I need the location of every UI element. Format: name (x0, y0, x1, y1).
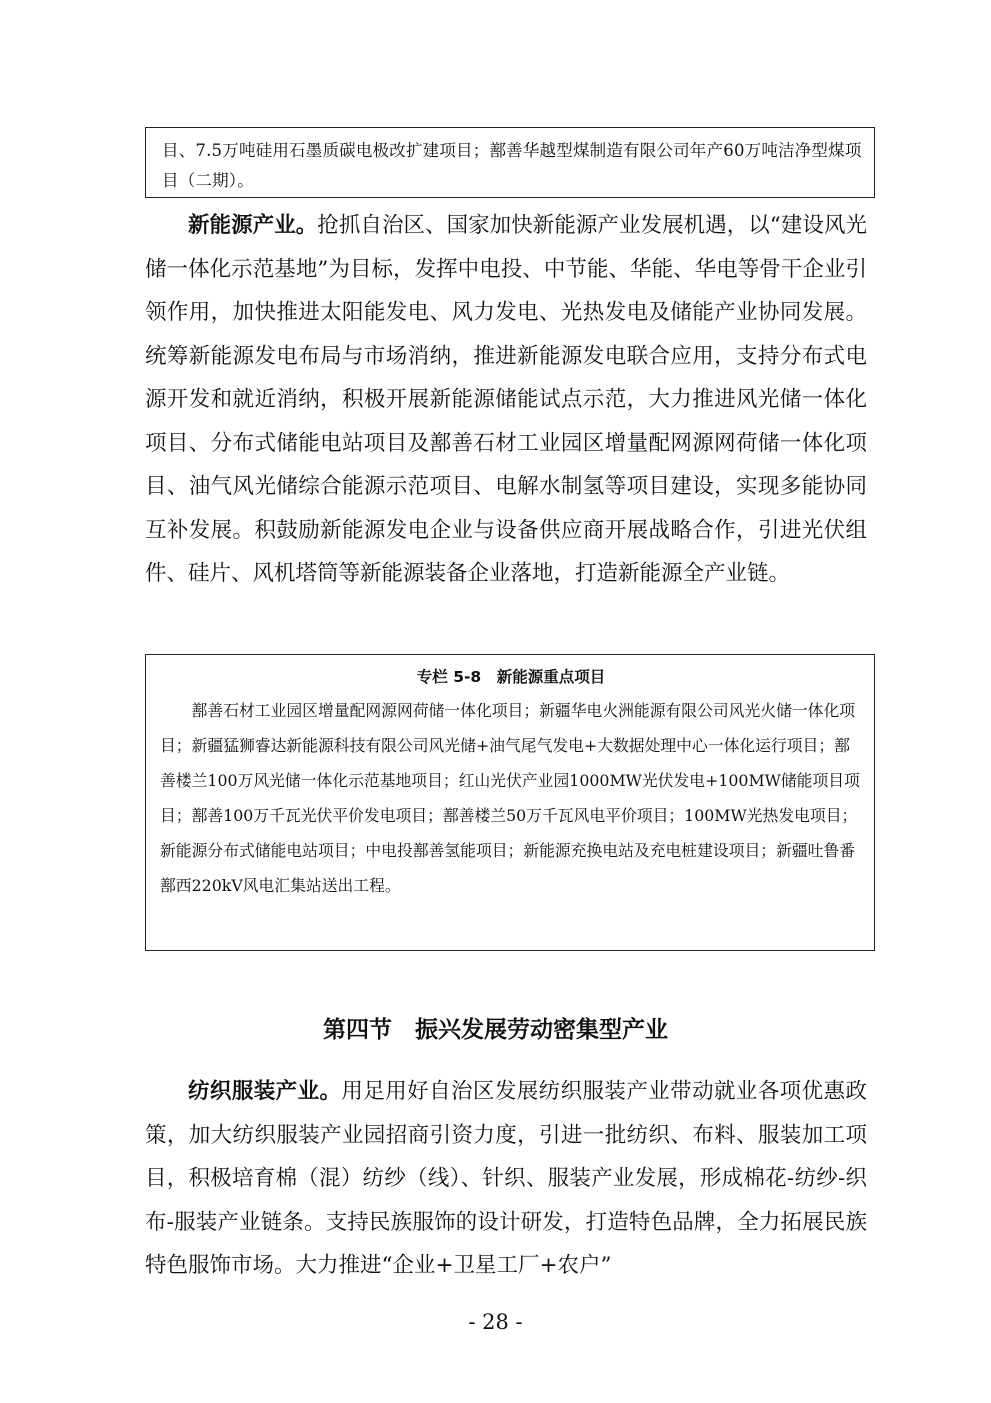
column-box-title: 专栏 5-8 新能源重点项目 (416, 668, 606, 686)
textile-lead: 纺织服装产业。 (188, 1079, 342, 1104)
column-box-body: 鄯善石材工业园区增量配网源网荷储一体化项目；新疆华电火洲能源有限公司风光火储一体化项目；新疆猛狮睿达新能源科技有限公司风光储+油气尾气发电+大数据处理中心一体化运行项目；鄯善楼兰100万风光储一体化示范基地项目；红山光伏产业园1000MW光伏发电+100MW储能项目项目；鄯善100万千瓦光伏平价发电项目；鄯善楼兰50万千瓦风电平价项目；100MW光热发电项目；新能源分布式储能电站项目；中电投鄯善氢能项目；新能源充换电站及充电桩建设项目；新疆吐鲁番鄯西220kV风电汇集站送出工程。 (160, 701, 860, 895)
page-number: - 28 - (468, 1310, 523, 1334)
top-project-box (145, 127, 875, 198)
textile-body: 用足用好自治区发展纺织服装产业带动就业各项优惠政策，加大纺织服装产业园招商引资力度，引进一批纺织、布料、服装加工项目，积极培育棉（混）纺纱（线）、针织、服装产业发展，形成棉花-纺纱-织布-服装产业链条。支持民族服饰的设计研发，打造特色品牌，全力拓展民族特色服饰市场。大力推进“企业+卫星工厂+农户” (145, 1079, 867, 1278)
renewable-energy-body: 抢抓自治区、国家加快新能源产业发展机遇，以“建设风光储一体化示范基地”为目标，发挥中电投、中节能、华能、华电等骨干企业引领作用，加快推进太阳能发电、风力发电、光热发电及储能产业协同发展。统筹新能源发电布局与市场消纳，推进新能源发电联合应用，支持分布式电源开发和就近消纳，积极开展新能源储能试点示范，大力推进风光储一体化项目、分布式储能电站项目及鄯善石材工业园区增量配网源网荷储一体化项目、油气风光储综合能源示范项目、电解水制氢等项目建设，实现多能协同互补发展。积鼓励新能源发电企业与设备供应商开展战略合作，引进光伏组件、硅片、风机塔筒等新能源装备企业落地，打造新能源全产业链。 (145, 213, 867, 586)
column-box-5-8 (145, 654, 875, 951)
textile-paragraph (145, 1070, 867, 1288)
top-box-text: 目、7.5万吨硅用石墨质碳电极改扩建项目；鄯善华越型煤制造有限公司年产60万吨洁净型煤项目（二期）。 (162, 141, 862, 190)
renewable-energy-lead: 新能源产业。 (188, 213, 318, 238)
renewable-energy-paragraph (145, 204, 867, 596)
section-heading: 第四节 振兴发展劳动密集型产业 (323, 1017, 668, 1043)
